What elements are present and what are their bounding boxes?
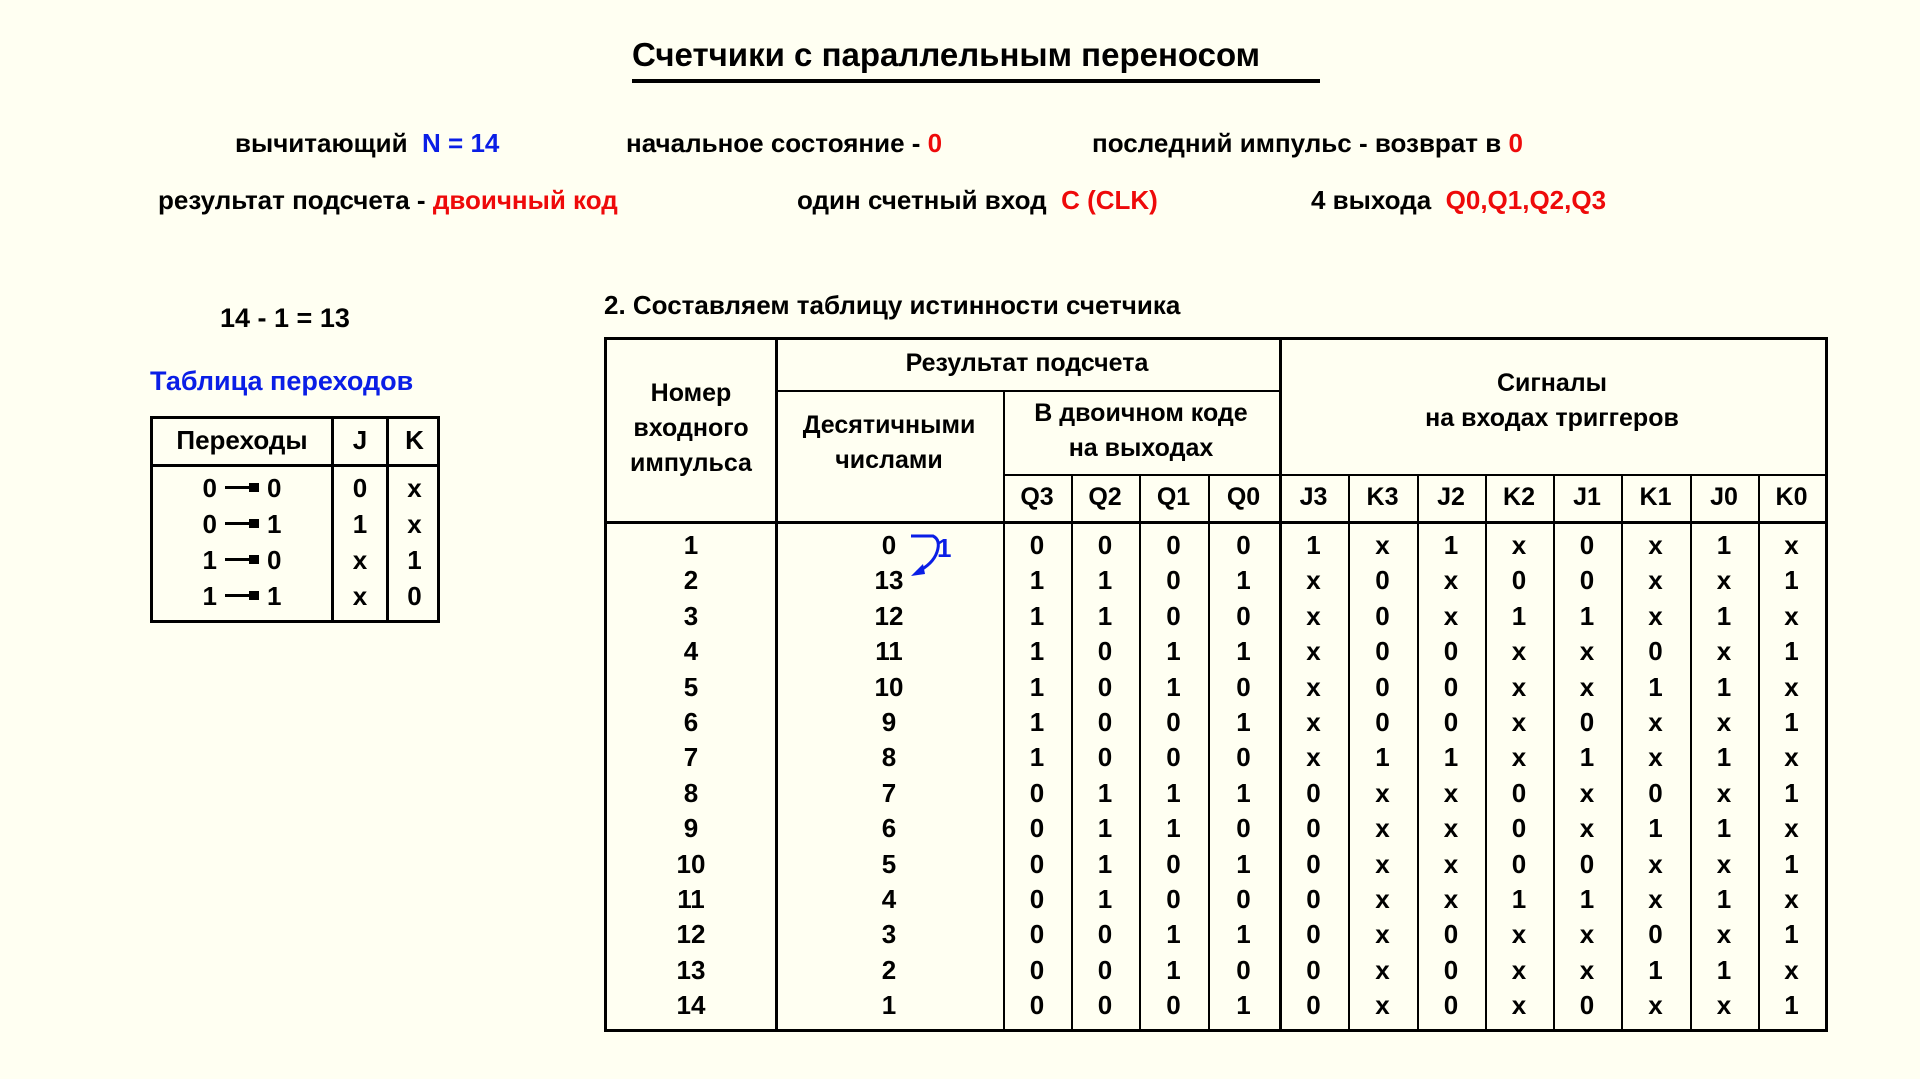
jk-cell: 1 bbox=[1716, 954, 1732, 985]
q-cell: 1 bbox=[1097, 813, 1113, 844]
to-state: 0 bbox=[267, 473, 282, 503]
jk-cell: 1 bbox=[1784, 707, 1799, 737]
decimal-cell: 10 bbox=[874, 671, 904, 702]
param-label: начальное состояние - bbox=[626, 128, 921, 158]
header-k1: K1 bbox=[1639, 483, 1672, 511]
q-cell: 0 bbox=[1166, 990, 1181, 1021]
jk-cell: x bbox=[1716, 636, 1732, 667]
jk-cell: 1 bbox=[1716, 884, 1732, 914]
header-k: K bbox=[405, 425, 424, 455]
jk-cell: x bbox=[1375, 813, 1390, 844]
jk-cell: 1 bbox=[1443, 530, 1459, 560]
jk-cell: x bbox=[1716, 848, 1732, 879]
jk-cell: x bbox=[1511, 636, 1527, 667]
jk-cell: 0 bbox=[1579, 565, 1595, 596]
jk-cell: 1 bbox=[1648, 671, 1663, 702]
section-title: 2. Составляем таблицу истинности счетчика bbox=[604, 290, 1181, 320]
q-cell: 1 bbox=[1029, 565, 1045, 596]
pulse-number-cell: 11 bbox=[677, 884, 705, 914]
jk-cell: 0 bbox=[1443, 636, 1459, 667]
q-cell: 0 bbox=[1236, 884, 1251, 914]
jk-cell: x bbox=[1306, 565, 1321, 596]
header-pulse-number bbox=[607, 376, 775, 481]
jk-cell: x bbox=[1579, 636, 1595, 667]
jk-cell: 0 bbox=[1443, 671, 1459, 702]
jk-cell: x bbox=[1784, 884, 1799, 914]
from-state: 1 bbox=[202, 545, 217, 575]
jk-cell: x bbox=[1375, 848, 1390, 879]
jk-cell: x bbox=[1511, 671, 1527, 702]
header-q0: Q0 bbox=[1226, 483, 1261, 511]
q-cell: 1 bbox=[1029, 636, 1045, 667]
decrement-arrow-icon bbox=[903, 528, 963, 588]
jk-cell: x bbox=[1511, 707, 1527, 737]
jk-cell: 0 bbox=[1443, 707, 1459, 737]
header-q1: Q1 bbox=[1156, 483, 1191, 511]
q-cell: 0 bbox=[1029, 990, 1045, 1021]
jk-cell: 0 bbox=[1306, 884, 1321, 914]
jk-cell: 1 bbox=[1511, 600, 1527, 631]
q-cell: 1 bbox=[1166, 919, 1181, 950]
decimal-cell: 13 bbox=[874, 565, 904, 596]
param-clock-input bbox=[797, 185, 1158, 216]
jk-cell: x bbox=[1443, 848, 1459, 879]
header-decimal bbox=[775, 408, 1003, 478]
q-cell: 0 bbox=[1166, 530, 1181, 560]
jk-cell: 0 bbox=[1579, 530, 1595, 560]
jk-cell: 0 bbox=[1375, 600, 1390, 631]
jk-cell: 0 bbox=[1579, 707, 1595, 737]
decrement-annotation: 1 bbox=[937, 533, 952, 563]
param-label: один счетный вход bbox=[797, 185, 1047, 215]
jk-cell: x bbox=[1716, 565, 1732, 596]
q-cell: 1 bbox=[1236, 848, 1251, 879]
q-cell: 0 bbox=[1097, 530, 1113, 560]
transition-table-title: Таблица переходов bbox=[150, 366, 414, 396]
jk-cell: x bbox=[1648, 600, 1663, 631]
param-result bbox=[158, 185, 618, 216]
jk-cell: 0 bbox=[1375, 636, 1390, 667]
jk-cell: 0 bbox=[1306, 954, 1321, 985]
jk-cell: 1 bbox=[1716, 530, 1732, 560]
param-value: 0 bbox=[1508, 128, 1523, 158]
jk-cell: 0 bbox=[1375, 565, 1390, 596]
jk-cell: 1 bbox=[1716, 742, 1732, 773]
arrow-right-icon bbox=[225, 522, 259, 525]
jk-cell: 1 bbox=[1784, 565, 1799, 596]
jk-cell: x bbox=[1443, 813, 1459, 844]
k-cell: x bbox=[407, 473, 422, 503]
q-cell: 0 bbox=[1166, 848, 1181, 879]
q-cell: 1 bbox=[1097, 884, 1113, 914]
jk-cell: 0 bbox=[1648, 636, 1663, 667]
header-k2: K2 bbox=[1503, 483, 1535, 511]
jk-cell: x bbox=[1648, 884, 1663, 914]
from-state: 0 bbox=[202, 473, 217, 503]
pulse-number-cell: 12 bbox=[676, 919, 706, 950]
q-cell: 0 bbox=[1097, 954, 1113, 985]
jk-cell: 1 bbox=[1784, 777, 1799, 808]
q-cell: 0 bbox=[1236, 600, 1251, 631]
decimal-cell: 2 bbox=[881, 954, 897, 985]
param-label: вычитающий bbox=[235, 128, 408, 158]
decimal-cell: 9 bbox=[881, 707, 897, 737]
jk-cell: x bbox=[1648, 707, 1663, 737]
jk-cell: 1 bbox=[1648, 813, 1663, 844]
j-cell: 1 bbox=[352, 509, 368, 539]
jk-cell: x bbox=[1375, 954, 1390, 985]
jk-cell: 1 bbox=[1579, 600, 1595, 631]
divider bbox=[1279, 474, 1825, 476]
decimal-cell: 7 bbox=[881, 777, 897, 808]
q-cell: 0 bbox=[1236, 530, 1251, 560]
equation: 14 - 1 = 13 bbox=[220, 303, 350, 333]
to-state: 1 bbox=[267, 509, 282, 539]
q-cell: 1 bbox=[1166, 636, 1181, 667]
param-value-modulus: N = 14 bbox=[422, 128, 500, 158]
decimal-cell: 11 bbox=[875, 636, 903, 667]
pulse-number-cell: 3 bbox=[683, 600, 699, 631]
q-cell: 0 bbox=[1029, 954, 1045, 985]
param-label: последний импульс - возврат в bbox=[1092, 128, 1502, 158]
jk-cell: x bbox=[1375, 777, 1390, 808]
k-cell: x bbox=[407, 509, 422, 539]
header-k0: K0 bbox=[1775, 483, 1808, 511]
jk-cell: x bbox=[1375, 530, 1390, 560]
jk-cell: 1 bbox=[1511, 884, 1527, 914]
pulse-number-cell: 14 bbox=[676, 990, 706, 1021]
q-cell: 0 bbox=[1236, 813, 1251, 844]
q-cell: 1 bbox=[1029, 742, 1045, 773]
decimal-cell: 12 bbox=[874, 600, 904, 631]
q-cell: 0 bbox=[1166, 565, 1181, 596]
jk-cell: 1 bbox=[1784, 919, 1799, 950]
jk-cell: 1 bbox=[1579, 884, 1595, 914]
jk-cell: 1 bbox=[1648, 954, 1663, 985]
q-cell: 0 bbox=[1236, 954, 1251, 985]
header-bottom-rule bbox=[607, 521, 1825, 524]
pulse-number-cell: 1 bbox=[683, 530, 699, 560]
jk-cell: x bbox=[1716, 919, 1732, 950]
param-direction bbox=[235, 128, 499, 159]
from-state: 1 bbox=[202, 581, 217, 611]
jk-cell: x bbox=[1443, 565, 1459, 596]
q-cell: 1 bbox=[1166, 777, 1181, 808]
jk-cell: 1 bbox=[1443, 742, 1459, 773]
jk-cell: x bbox=[1511, 990, 1527, 1021]
q-cell: 0 bbox=[1029, 848, 1045, 879]
header-q2: Q2 bbox=[1088, 483, 1122, 511]
header-trigger-signals bbox=[1279, 366, 1825, 436]
jk-cell: x bbox=[1716, 990, 1732, 1021]
divider bbox=[1003, 474, 1279, 476]
jk-cell: x bbox=[1306, 600, 1321, 631]
j-cell: 0 bbox=[352, 473, 368, 503]
header-j0: J0 bbox=[1710, 483, 1738, 511]
jk-cell: x bbox=[1716, 707, 1732, 737]
q-cell: 1 bbox=[1236, 990, 1251, 1021]
param-last-pulse bbox=[1092, 128, 1523, 159]
jk-cell: x bbox=[1443, 777, 1459, 808]
q-cell: 1 bbox=[1166, 954, 1181, 985]
pulse-number-cell: 9 bbox=[683, 813, 699, 844]
jk-cell: 1 bbox=[1375, 742, 1390, 773]
pulse-number-cell: 7 bbox=[683, 742, 699, 773]
header-line: на выходах bbox=[1068, 434, 1214, 462]
transition-cell bbox=[153, 509, 331, 540]
q-cell: 0 bbox=[1097, 919, 1113, 950]
q-cell: 1 bbox=[1097, 600, 1113, 631]
jk-cell: x bbox=[1784, 813, 1799, 844]
q-cell: 0 bbox=[1097, 671, 1113, 702]
jk-cell: 1 bbox=[1306, 530, 1321, 560]
q-cell: 1 bbox=[1097, 565, 1113, 596]
jk-cell: 0 bbox=[1511, 848, 1527, 879]
jk-cell: 0 bbox=[1306, 848, 1321, 879]
to-state: 0 bbox=[267, 545, 282, 575]
decimal-cell: 1 bbox=[881, 990, 897, 1021]
jk-cell: x bbox=[1784, 742, 1799, 773]
jk-cell: 1 bbox=[1784, 848, 1799, 879]
jk-cell: 0 bbox=[1511, 777, 1527, 808]
jk-cell: x bbox=[1375, 990, 1390, 1021]
pulse-number-cell: 6 bbox=[683, 707, 699, 737]
jk-cell: x bbox=[1784, 530, 1799, 560]
q-cell: 0 bbox=[1029, 530, 1045, 560]
header-transitions: Переходы bbox=[176, 425, 308, 455]
q-cell: 1 bbox=[1236, 919, 1251, 950]
jk-cell: 1 bbox=[1716, 813, 1732, 844]
jk-cell: 0 bbox=[1443, 954, 1459, 985]
jk-cell: x bbox=[1579, 671, 1595, 702]
q-cell: 1 bbox=[1236, 777, 1251, 808]
jk-cell: 0 bbox=[1579, 990, 1595, 1021]
header-line: В двоичном коде bbox=[1034, 399, 1248, 427]
jk-cell: 0 bbox=[1648, 777, 1663, 808]
q-cell: 0 bbox=[1236, 671, 1251, 702]
jk-cell: x bbox=[1648, 990, 1663, 1021]
jk-cell: x bbox=[1784, 954, 1799, 985]
j-cell: x bbox=[352, 545, 368, 575]
jk-cell: x bbox=[1579, 954, 1595, 985]
divider bbox=[775, 390, 1279, 392]
arrow-right-icon bbox=[225, 558, 259, 561]
jk-cell: x bbox=[1579, 813, 1595, 844]
pulse-number-cell: 2 bbox=[683, 565, 699, 596]
decimal-cell: 6 bbox=[881, 813, 897, 844]
jk-cell: 0 bbox=[1648, 919, 1663, 950]
header-line: на входах триггеров bbox=[1425, 404, 1679, 432]
decimal-cell: 0 bbox=[881, 530, 897, 560]
jk-cell: x bbox=[1511, 742, 1527, 773]
q-cell: 1 bbox=[1029, 707, 1045, 737]
header-j1: J1 bbox=[1573, 483, 1601, 511]
decimal-cell: 3 bbox=[881, 919, 897, 950]
jk-cell: x bbox=[1648, 530, 1663, 560]
q-cell: 0 bbox=[1166, 600, 1181, 631]
jk-cell: x bbox=[1306, 742, 1321, 773]
jk-cell: 0 bbox=[1306, 919, 1321, 950]
jk-cell: 0 bbox=[1375, 707, 1390, 737]
header-line: числами bbox=[835, 446, 943, 474]
header-q3: Q3 bbox=[1020, 483, 1054, 511]
pulse-number-cell: 13 bbox=[676, 954, 706, 985]
q-cell: 0 bbox=[1029, 813, 1045, 844]
q-cell: 1 bbox=[1029, 600, 1045, 631]
k-cell: 1 bbox=[407, 545, 422, 575]
jk-cell: 0 bbox=[1306, 813, 1321, 844]
q-cell: 0 bbox=[1097, 990, 1113, 1021]
pulse-number-cell: 5 bbox=[683, 671, 699, 702]
arrow-right-icon bbox=[225, 594, 259, 597]
q-cell: 1 bbox=[1097, 777, 1113, 808]
param-value: C (CLK) bbox=[1061, 185, 1158, 215]
jk-cell: x bbox=[1306, 636, 1321, 667]
param-label: результат подсчета - bbox=[158, 185, 426, 215]
q-cell: 1 bbox=[1236, 707, 1251, 737]
from-state: 0 bbox=[202, 509, 217, 539]
jk-cell: 0 bbox=[1443, 919, 1459, 950]
jk-cell: 0 bbox=[1306, 777, 1321, 808]
divider bbox=[153, 464, 437, 467]
jk-cell: x bbox=[1784, 600, 1799, 631]
decimal-cell: 4 bbox=[881, 884, 897, 914]
pulse-number-cell: 4 bbox=[683, 636, 699, 667]
header-line: импульса bbox=[630, 449, 752, 477]
param-outputs bbox=[1311, 185, 1606, 216]
jk-cell: 0 bbox=[1579, 848, 1595, 879]
header-binary bbox=[1003, 396, 1279, 466]
jk-cell: x bbox=[1511, 919, 1527, 950]
jk-cell: x bbox=[1511, 954, 1527, 985]
jk-cell: 0 bbox=[1511, 565, 1527, 596]
page-title: Счетчики с параллельным переносом bbox=[632, 36, 1261, 73]
jk-cell: 1 bbox=[1784, 990, 1799, 1021]
header-count-result: Результат подсчета bbox=[905, 349, 1149, 377]
q-cell: 0 bbox=[1029, 919, 1045, 950]
q-cell: 1 bbox=[1029, 671, 1045, 702]
arrow-right-icon bbox=[225, 486, 259, 489]
header-j: J bbox=[352, 425, 368, 455]
k-cell: 0 bbox=[407, 581, 422, 611]
q-cell: 0 bbox=[1236, 742, 1251, 773]
jk-cell: 1 bbox=[1784, 636, 1799, 667]
header-line: Сигналы bbox=[1496, 369, 1608, 397]
jk-cell: 1 bbox=[1716, 600, 1732, 631]
jk-cell: x bbox=[1375, 884, 1390, 914]
pulse-number-cell: 8 bbox=[683, 777, 699, 808]
param-value: двоичный код bbox=[432, 185, 618, 215]
param-label: 4 выхода bbox=[1311, 185, 1432, 215]
header-line: Десятичными bbox=[802, 411, 976, 439]
q-cell: 1 bbox=[1166, 671, 1181, 702]
jk-cell: x bbox=[1716, 777, 1732, 808]
jk-cell: x bbox=[1648, 565, 1663, 596]
jk-cell: 0 bbox=[1511, 813, 1527, 844]
jk-cell: 0 bbox=[1306, 990, 1321, 1021]
jk-cell: x bbox=[1511, 530, 1527, 560]
param-value: 0 bbox=[927, 128, 943, 158]
q-cell: 0 bbox=[1029, 884, 1045, 914]
jk-cell: x bbox=[1579, 777, 1595, 808]
truth-table bbox=[604, 337, 1828, 1032]
jk-cell: x bbox=[1784, 671, 1799, 702]
to-state: 1 bbox=[267, 581, 282, 611]
transition-cell bbox=[153, 473, 331, 504]
q-cell: 1 bbox=[1097, 848, 1113, 879]
transition-table bbox=[150, 416, 440, 623]
title-underline bbox=[632, 79, 1320, 83]
jk-cell: 0 bbox=[1375, 671, 1390, 702]
q-cell: 0 bbox=[1166, 707, 1181, 737]
q-cell: 0 bbox=[1166, 884, 1181, 914]
q-cell: 0 bbox=[1097, 707, 1113, 737]
j-cell: x bbox=[352, 581, 368, 611]
decimal-cell: 5 bbox=[881, 848, 897, 879]
jk-cell: x bbox=[1306, 707, 1321, 737]
transition-cell bbox=[153, 545, 331, 576]
q-cell: 0 bbox=[1029, 777, 1045, 808]
header-line: входного bbox=[633, 414, 749, 442]
jk-cell: x bbox=[1648, 848, 1663, 879]
transition-cell bbox=[153, 581, 331, 612]
q-cell: 1 bbox=[1236, 636, 1251, 667]
jk-cell: 1 bbox=[1716, 671, 1732, 702]
param-initial-state bbox=[626, 128, 942, 159]
q-cell: 1 bbox=[1166, 813, 1181, 844]
header-j3: J3 bbox=[1299, 483, 1328, 511]
q-cell: 0 bbox=[1097, 636, 1113, 667]
q-cell: 0 bbox=[1097, 742, 1113, 773]
jk-cell: x bbox=[1443, 600, 1459, 631]
header-k3: K3 bbox=[1366, 483, 1399, 511]
jk-cell: x bbox=[1579, 919, 1595, 950]
jk-cell: x bbox=[1375, 919, 1390, 950]
jk-cell: x bbox=[1306, 671, 1321, 702]
q-cell: 1 bbox=[1236, 565, 1251, 596]
q-cell: 0 bbox=[1166, 742, 1181, 773]
jk-cell: x bbox=[1648, 742, 1663, 773]
pulse-number-cell: 10 bbox=[676, 848, 706, 879]
jk-cell: x bbox=[1443, 884, 1459, 914]
param-value: Q0,Q1,Q2,Q3 bbox=[1445, 185, 1607, 215]
header-line: Номер bbox=[650, 379, 732, 407]
decimal-cell: 8 bbox=[881, 742, 897, 773]
jk-cell: 1 bbox=[1579, 742, 1595, 773]
jk-cell: 0 bbox=[1443, 990, 1459, 1021]
header-j2: J2 bbox=[1437, 483, 1465, 511]
